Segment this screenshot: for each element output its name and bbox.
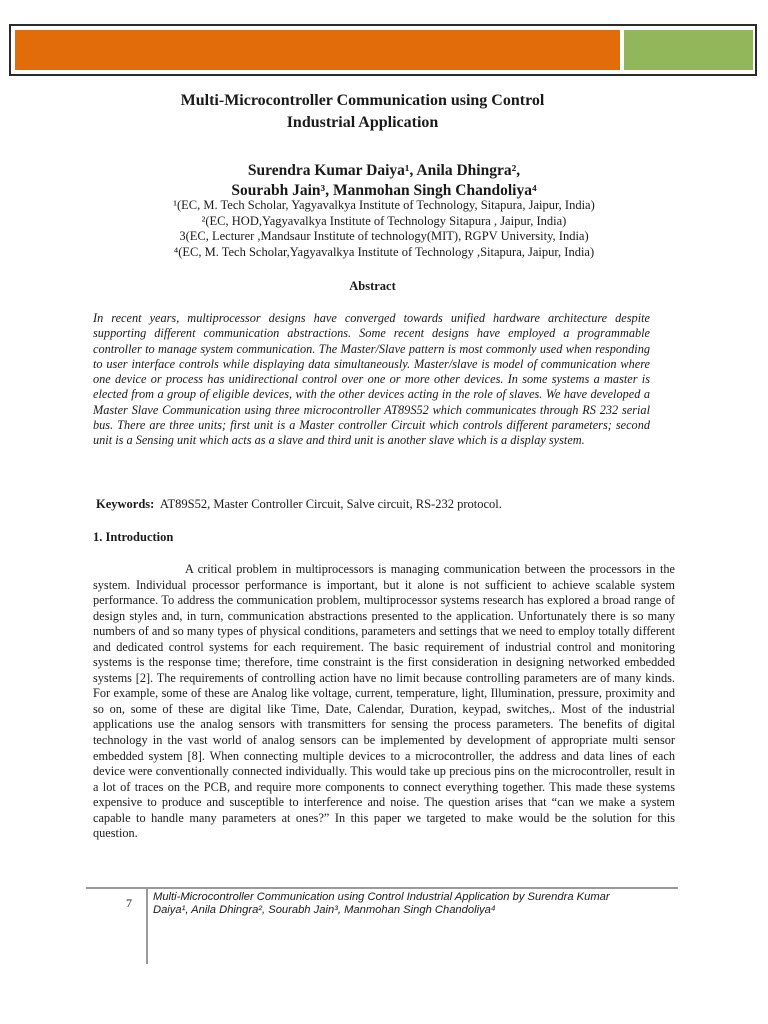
author-list bbox=[0, 161, 768, 201]
affiliation-1: ¹(EC, M. Tech Scholar, Yagyavalkya Institute of Technology, Sitapura, Jaipur, India) bbox=[173, 198, 595, 212]
paper-title-line1: Multi-Microcontroller Communication using Control bbox=[180, 92, 545, 109]
affiliations bbox=[0, 198, 768, 260]
authors-line2: Sourabh Jain³, Manmohan Singh Chandoliya⁴ bbox=[231, 182, 537, 199]
introduction-heading: 1. Introduction bbox=[93, 530, 174, 544]
keywords-line bbox=[96, 497, 696, 512]
footer-divider bbox=[86, 887, 678, 889]
header-green-bar bbox=[624, 30, 753, 70]
header-orange-bar bbox=[15, 30, 620, 70]
paper-title bbox=[0, 90, 725, 134]
keywords-text: AT89S52, Master Controller Circuit, Salve circuit, RS-232 protocol. bbox=[159, 497, 502, 511]
authors-line1: Surendra Kumar Daiya¹, Anila Dhingra², bbox=[247, 162, 521, 179]
affiliation-3: 3(EC, Lecturer ,Mandsaur Institute of technology(MIT), RGPV University, India) bbox=[179, 229, 589, 243]
introduction-text: A critical problem in multiprocessors is managing communication between the processors in the system. Individual processor performance is important, but it alone is not sufficient to achieve scalable system performance. To address the communication problem, multiprocessor systems research has explored a broad range of design styles and, in turn, communication abstractions presented to the application. Unfortunately there is so many numbers of and so many types of physical conditions, parameters and settings that we need to employ totally different and dedicated control systems for each requirement. The basic requirement of industrial control and monitoring systems is the response time; therefore, time constraint is the first consideration in designing networked embedded systems [2]. The requirements of controlling action have no limit because controlling parameters are of many kinds. For example, some of these are Analog like voltage, current, temperature, light, Illumination, pressure, proximity and so on, some of these are digital like Time, Date, Calendar, Duration, keypad, switches,. Most of the industrial applications use the analog sensors with transmitters for sensing the process parameters. The benefits of digital technology in the vast world of analog sensors can be implemented by development of appropriate multi sensor embedded system [8]. When connecting multiple devices to a microcontroller, the address and data lines of each device were conventionally connected individually. This would take up precious pins on the microcontroller, result in a lot of traces on the PCB, and require more components to connect everything together. This made these systems expensive to produce and susceptible to interference and noise. The question arises that “can we make a system capable to handle many parameters at ones?” In this paper we targeted to make would be the solution for this question. bbox=[93, 562, 675, 841]
header-banner bbox=[9, 24, 757, 76]
footer-vertical-divider bbox=[146, 889, 148, 964]
keywords-label: Keywords: bbox=[96, 497, 155, 511]
paper-title-line2: Industrial Application bbox=[286, 114, 439, 131]
affiliation-2: ²(EC, HOD,Yagyavalkya Institute of Technology Sitapura , Jaipur, India) bbox=[201, 213, 567, 228]
affiliation-4: ⁴(EC, M. Tech Scholar,Yagyavalkya Institute of Technology ,Sitapura, Jaipur, India) bbox=[173, 244, 595, 259]
abstract-heading: Abstract bbox=[349, 279, 396, 293]
running-footer: Multi-Microcontroller Communication using Control Industrial Application by Surendra Kumar Daiya¹, Anila Dhingra², Sourabh Jain³, Manmohan Singh Chandoliya⁴ bbox=[153, 891, 610, 916]
abstract-text: In recent years, multiprocessor designs have converged towards unified hardware architecture despite supporting different communication abstractions. Some recent designs have employed a programmable controller to manage system communication. The Master/Slave pattern is most commonly used when responding to user interface controls while displaying data simultaneously. Master/slave is model of communication where one device or process has unidirectional control over one or more other devices. In some systems a master is elected from a group of eligible devices, with the other devices acting in the role of slaves. We have developed a Master Slave Communication using three microcontroller AT89S52 which communicates through RS 232 serial bus. There are three units; first unit is a Master controller Circuit which controls different parameters; second unit is a Sensing unit which acts as a slave and third unit is another slave which is a display system. bbox=[93, 311, 650, 448]
page-number: 7 bbox=[126, 896, 132, 910]
